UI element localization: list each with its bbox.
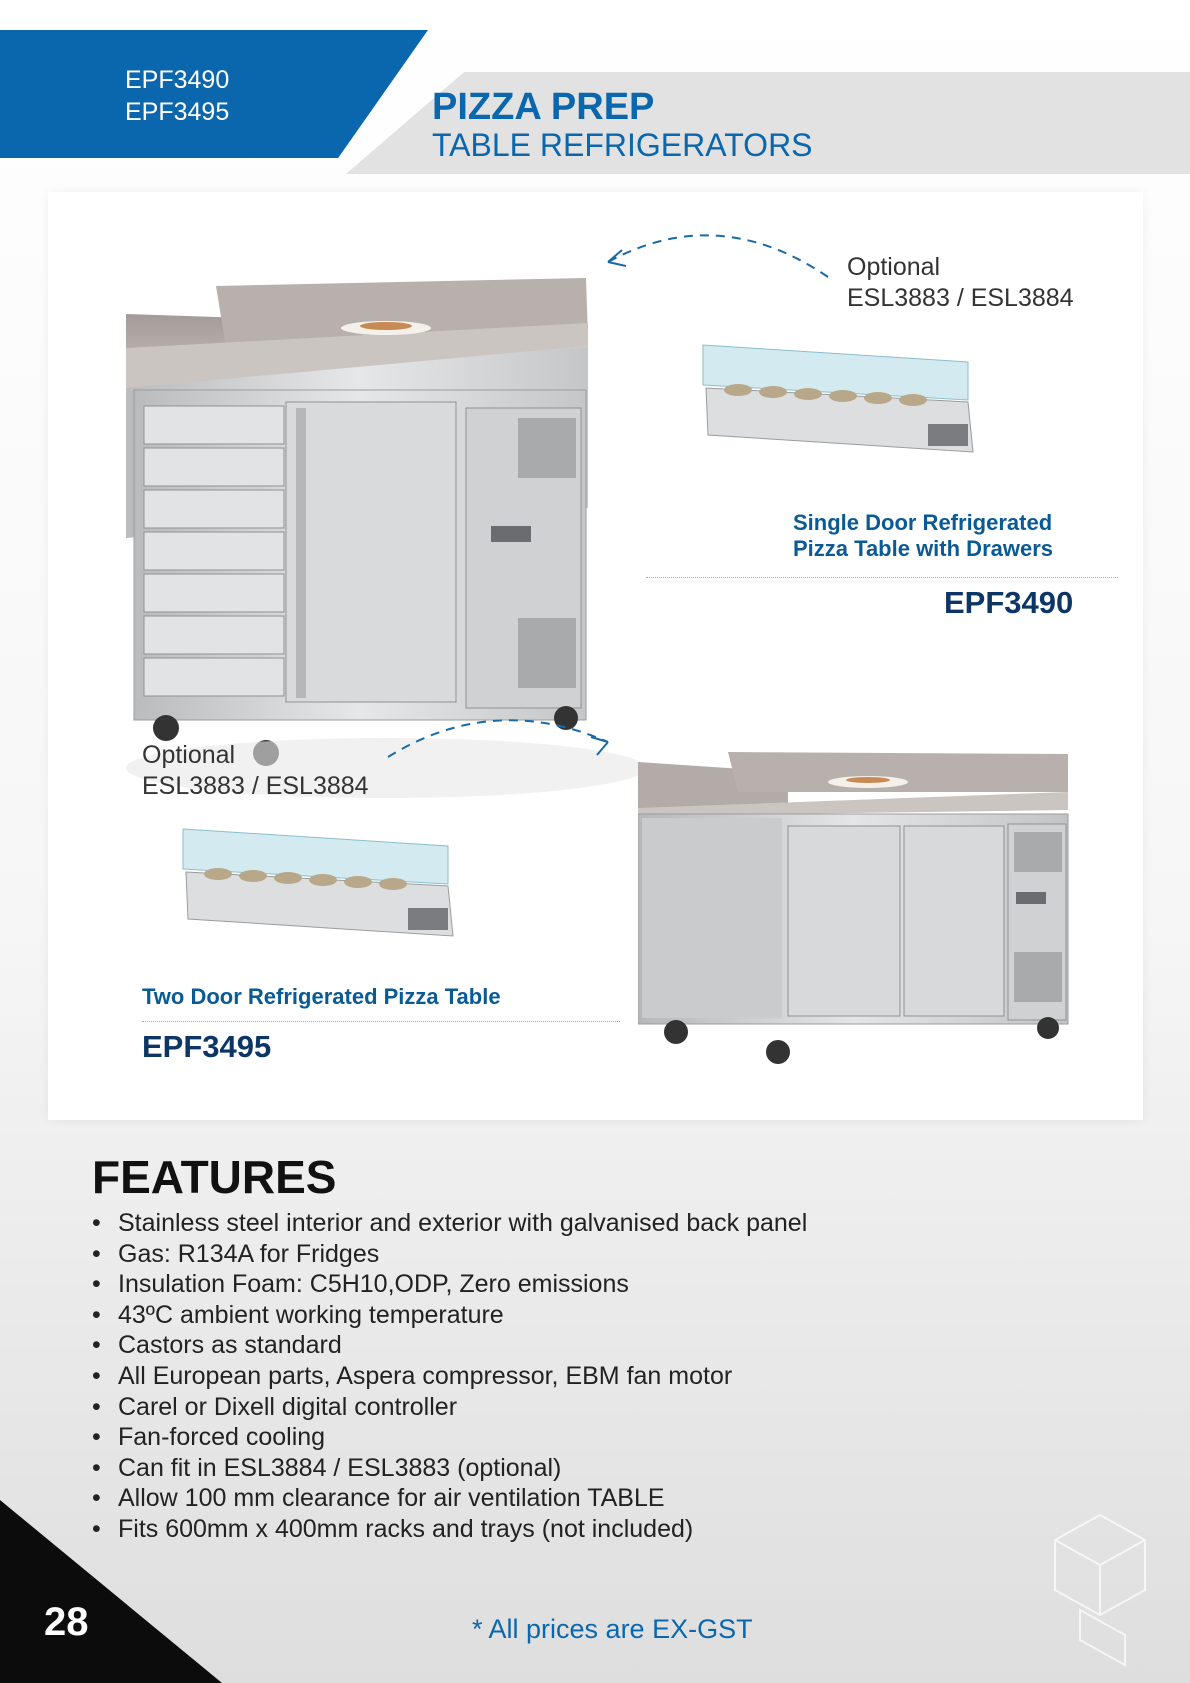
epf3495-code: EPF3495 xyxy=(142,1029,272,1064)
footer-price-note: * All prices are EX-GST xyxy=(472,1614,753,1644)
epf3490-description xyxy=(793,510,1053,562)
arrow-icon xyxy=(383,707,643,777)
epf3495-description xyxy=(142,984,501,1010)
feature-item: • Can fit in ESL3884 / ESL3883 (optional) xyxy=(92,1453,807,1484)
page-title xyxy=(432,86,813,162)
feature-item: • Gas: R134A for Fridges xyxy=(92,1239,807,1270)
epf3495-fridge-image xyxy=(638,752,1078,1072)
feature-item: • Carel or Dixell digital controller xyxy=(92,1392,807,1423)
logo-watermark-icon xyxy=(1050,1510,1150,1670)
divider xyxy=(142,1021,620,1022)
optional-note xyxy=(142,740,369,802)
description-line: Two Door Refrigerated Pizza Table xyxy=(142,984,501,1009)
feature-item: • Fits 600mm x 400mm racks and trays (not included) xyxy=(92,1514,807,1545)
esl-display-unit-image xyxy=(178,824,468,954)
esl-display-unit-image xyxy=(698,340,988,470)
optional-label: Optional xyxy=(847,253,941,281)
page-number: 28 xyxy=(44,1600,89,1644)
feature-item: • Insulation Foam: C5H10,ODP, Zero emissions xyxy=(92,1269,807,1300)
optional-models: ESL3883 / ESL3884 xyxy=(847,284,1074,312)
features-title: FEATURES xyxy=(92,1151,337,1203)
optional-label: Optional xyxy=(142,741,236,769)
feature-item: • All European parts, Aspera compressor, EBM fan motor xyxy=(92,1361,807,1392)
header-model-codes xyxy=(125,64,229,128)
page-title-main: PIZZA PREP xyxy=(432,86,655,128)
epf3490-code: EPF3490 xyxy=(944,585,1074,620)
feature-item: • Allow 100 mm clearance for air ventilation TABLE xyxy=(92,1483,807,1514)
page-title-sub: TABLE REFRIGERATORS xyxy=(432,127,813,163)
optional-models: ESL3883 / ESL3884 xyxy=(142,772,369,800)
header-model-code: EPF3495 xyxy=(125,98,230,126)
feature-item: • Fan-forced cooling xyxy=(92,1422,807,1453)
arrow-icon xyxy=(588,222,848,292)
description-line: Pizza Table with Drawers xyxy=(793,536,1054,561)
product-card xyxy=(48,192,1143,1120)
description-line: Single Door Refrigerated xyxy=(793,510,1053,535)
feature-item: • 43ºC ambient working temperature xyxy=(92,1300,807,1331)
features-list xyxy=(92,1208,807,1545)
feature-item: • Castors as standard xyxy=(92,1330,807,1361)
optional-note xyxy=(847,252,1074,314)
divider xyxy=(646,577,1118,578)
header-model-code: EPF3490 xyxy=(125,66,230,94)
feature-item: • Stainless steel interior and exterior with galvanised back panel xyxy=(92,1208,807,1239)
